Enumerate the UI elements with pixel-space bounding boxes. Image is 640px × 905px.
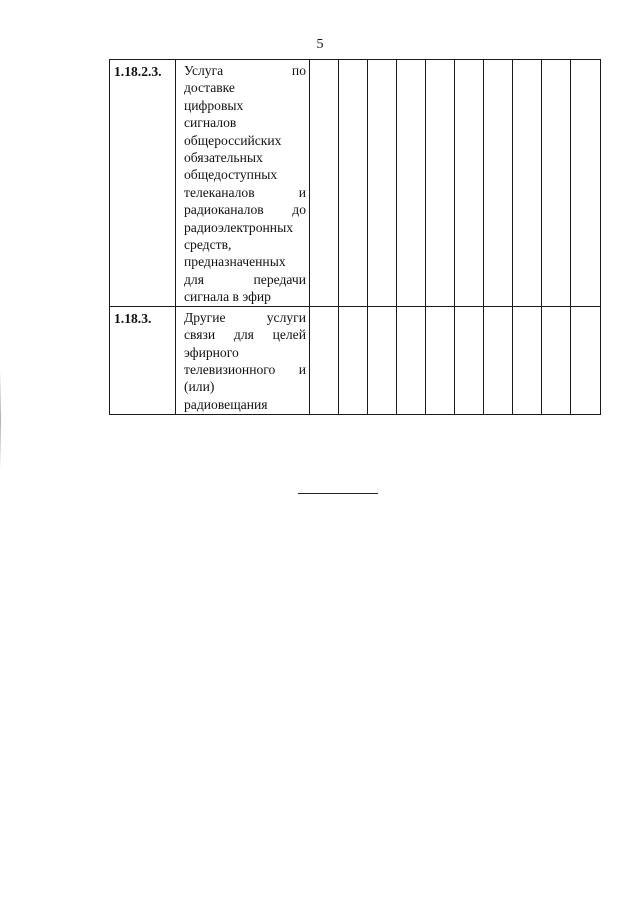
name-line: для передачи (184, 271, 306, 287)
name-line: телеканалов и (184, 184, 306, 200)
row-code: 1.18.3. (110, 306, 176, 414)
empty-cell (455, 306, 484, 414)
empty-cell (484, 306, 513, 414)
empty-cell (310, 60, 339, 307)
empty-cell (542, 60, 571, 307)
footer-rule (298, 493, 378, 494)
name-line: общероссийских (184, 132, 282, 148)
name-line: сигнала в эфир (184, 289, 271, 305)
row-code: 1.18.2.3. (110, 60, 176, 307)
name-line: доставке (184, 80, 235, 96)
empty-cell (571, 60, 601, 307)
name-line: (или) (184, 379, 215, 395)
empty-cell (310, 306, 339, 414)
name-line: обязательных (184, 150, 263, 166)
empty-cell (513, 306, 542, 414)
name-line: Другие услуги (184, 309, 306, 325)
name-line: предназначенных (184, 254, 286, 270)
empty-cell (542, 306, 571, 414)
empty-cell (339, 60, 368, 307)
scan-edge-mark (0, 370, 1, 470)
empty-cell (397, 60, 426, 307)
name-line: средств, (184, 237, 232, 253)
empty-cell (484, 60, 513, 307)
empty-cell (455, 60, 484, 307)
empty-cell (513, 60, 542, 307)
table-row (110, 306, 601, 414)
row-name (176, 306, 310, 414)
name-line: Услуга по (184, 63, 306, 78)
table-row (110, 60, 601, 307)
empty-cell (426, 306, 455, 414)
empty-cell (397, 306, 426, 414)
name-line: телевизионного и (184, 361, 306, 377)
name-line: сигналов (184, 115, 237, 131)
empty-cell (368, 306, 397, 414)
name-line: связи для целей (184, 327, 306, 343)
empty-cell (571, 306, 601, 414)
name-line: радиовещания (184, 396, 268, 412)
name-line: радиоэлектронных (184, 219, 293, 235)
services-table (109, 59, 601, 415)
name-line: общедоступных (184, 167, 278, 183)
empty-cell (368, 60, 397, 307)
empty-cell (426, 60, 455, 307)
empty-cell (339, 306, 368, 414)
name-line: эфирного (184, 344, 239, 360)
name-line: радиоканалов до (184, 202, 306, 218)
name-line: цифровых (184, 97, 244, 113)
row-name (176, 60, 310, 307)
page-number: 5 (316, 37, 324, 52)
